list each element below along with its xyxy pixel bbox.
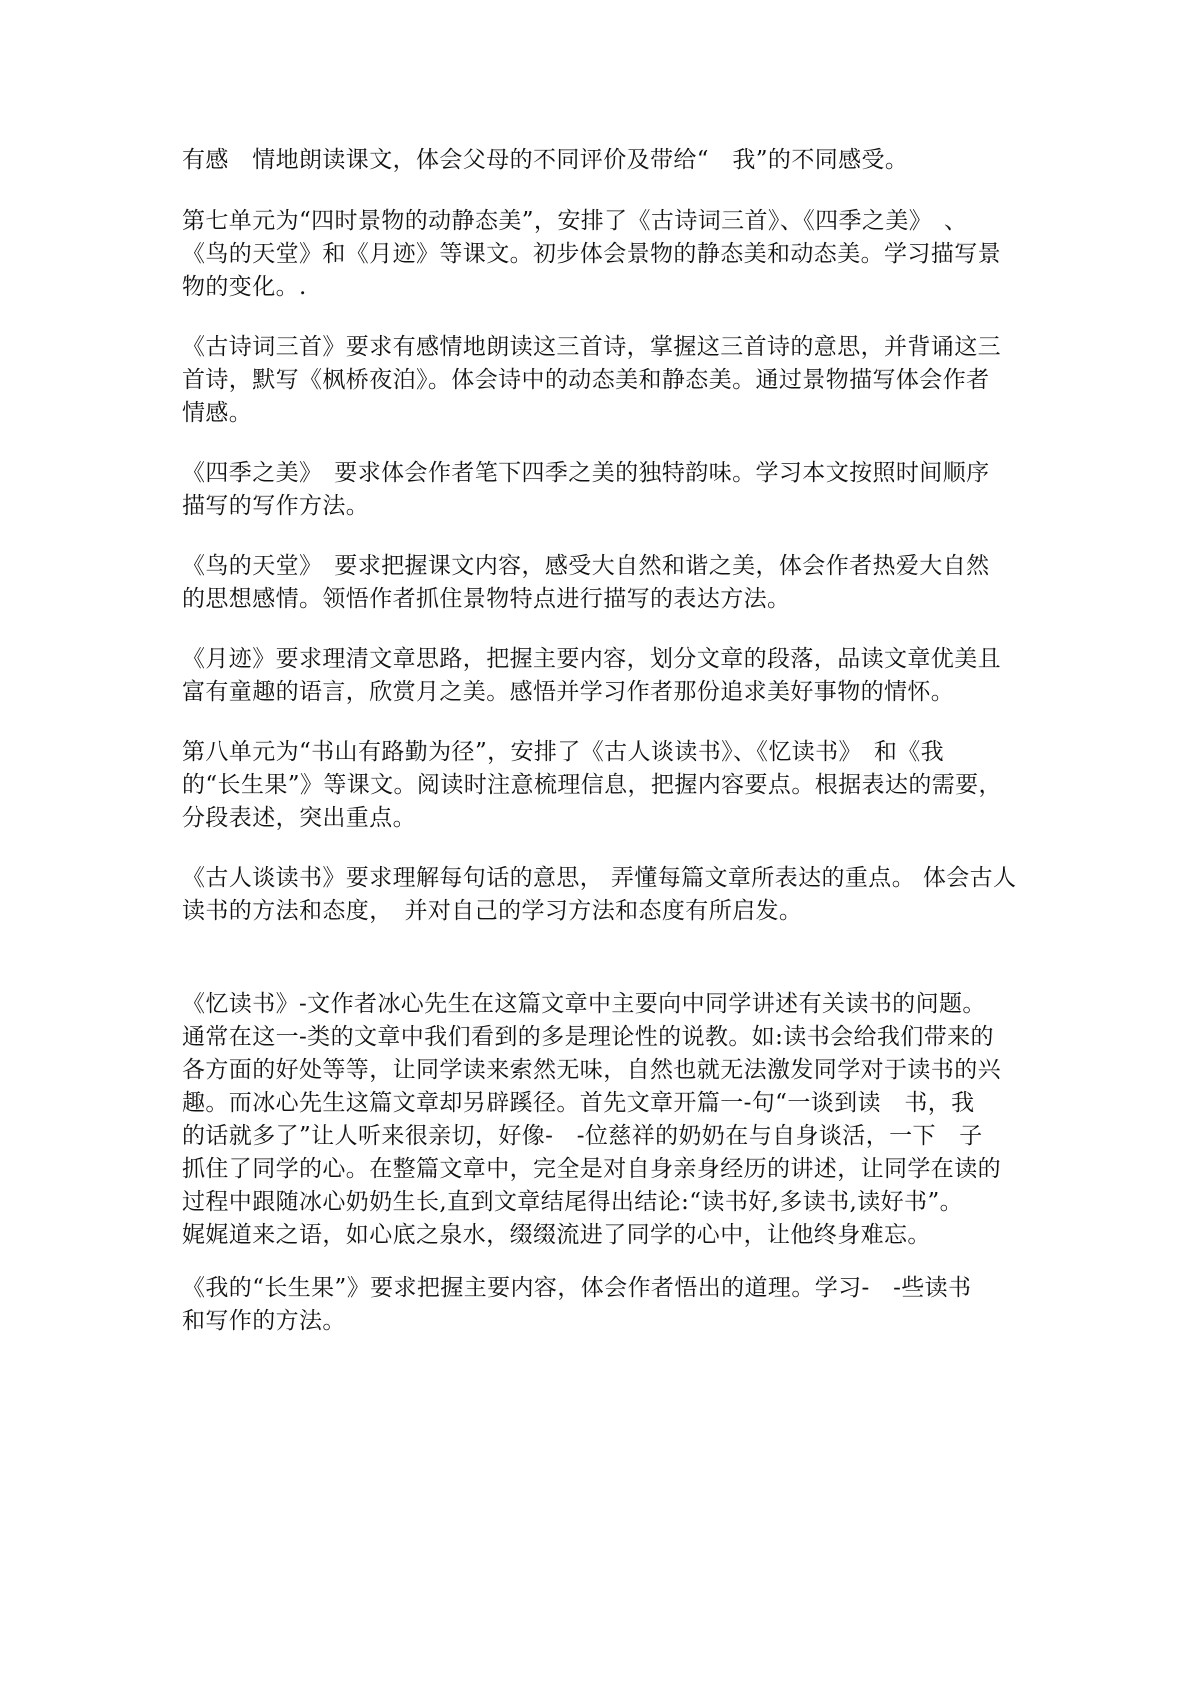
text-line: 和写作的方法。	[182, 1308, 346, 1334]
text-line: 第七单元为“四时景物的动静态美”，安排了《古诗词三首》、《四季之美》 、	[182, 208, 968, 234]
text-line: 分段表述，突出重点。	[182, 805, 416, 831]
text-line: 抓住了同学的心。在整篇文章中，完全是对自身亲身经历的讲述，让同学在读的	[182, 1156, 1001, 1182]
text-line: 第八单元为“书山有路勤为径”，安排了《古人谈读书》、《忆读书》 和《我	[182, 739, 945, 765]
text-line: 《古人谈读书》要求理解每句话的意思， 弄懂每篇文章所表达的重点。 体会古人	[182, 865, 1017, 891]
text-line: 娓娓道来之语，如心底之泉水，缀缀流进了同学的心中，让他终身难忘。	[182, 1222, 931, 1248]
paragraph-longevity-fruit	[182, 1272, 1022, 1338]
text-line: 《古诗词三首》要求有感情地朗读这三首诗，掌握这三首诗的意思，并背诵这三	[182, 334, 1001, 360]
text-line: 过程中跟随冰心奶奶生长,直到文章结尾得出结论:“读书好,多读书,读好书”。	[182, 1189, 963, 1215]
paragraph-recalling-reading	[182, 988, 1022, 1252]
text-line: 《忆读书》-文作者冰心先生在这篇文章中主要向中同学讲述有关读书的问题。	[182, 991, 986, 1017]
text-line: 《鸟的天堂》和《月迹》等课文。初步体会景物的静态美和动态美。学习描写景	[182, 241, 1001, 267]
text-line: 《月迹》要求理清文章思路，把握主要内容，划分文章的段落，品读文章优美且	[182, 646, 1001, 672]
text-line: 情感。	[182, 400, 253, 426]
text-line: 的“长生果”》等课文。阅读时注意梳理信息，把握内容要点。根据表达的需要，	[182, 772, 1002, 798]
paragraph-unit6-reading	[182, 144, 1022, 177]
paragraph-bird-paradise	[182, 550, 1022, 616]
text-line: 《四季之美》 要求体会作者笔下四季之美的独特韵味。学习本文按照时间顺序	[182, 460, 990, 486]
paragraph-four-seasons	[182, 457, 1022, 523]
text-line: 通常在这一-类的文章中我们看到的多是理论性的说教。如:读书会给我们带来的	[182, 1024, 994, 1050]
text-line: 有感 情地朗读课文，体会父母的不同评价及带给“ 我”的不同感受。	[182, 147, 909, 173]
text-line: 描写的写作方法。	[182, 493, 370, 519]
paragraph-ancients-on-reading	[182, 862, 1022, 928]
text-line: 首诗，默写《枫桥夜泊》。体会诗中的动态美和静态美。通过景物描写体会作者	[182, 367, 990, 393]
text-line: 各方面的好处等等，让同学读来索然无味，自然也就无法激发同学对于读书的兴	[182, 1057, 1001, 1083]
text-line: 《我的“长生果”》要求把握主要内容，体会作者悟出的道理。学习- -些读书	[182, 1275, 972, 1301]
text-line: 《鸟的天堂》 要求把握课文内容，感受大自然和谐之美，体会作者热爱大自然	[182, 553, 990, 579]
text-line: 读书的方法和态度， 并对自己的学习方法和态度有所启发。	[182, 898, 803, 924]
paragraph-unit8-intro	[182, 736, 1022, 835]
text-line: 趣。而冰心先生这篇文章却另辟蹊径。首先文章开篇一-句“一谈到读 书，我	[182, 1090, 975, 1116]
text-line: 富有童趣的语言，欣赏月之美。感悟并学习作者那份追求美好事物的情怀。	[182, 679, 955, 705]
text-line: 的话就多了”让人听来很亲切，好像- -位慈祥的奶奶在与自身谈活，一下 子	[182, 1123, 983, 1149]
paragraph-ancient-poems	[182, 331, 1022, 430]
text-line: 的思想感情。领悟作者抓住景物特点进行描写的表达方法。	[182, 586, 791, 612]
paragraph-unit7-intro	[182, 205, 1022, 304]
text-line: 物的变化。.	[182, 274, 307, 300]
paragraph-moon-trace	[182, 643, 1022, 709]
